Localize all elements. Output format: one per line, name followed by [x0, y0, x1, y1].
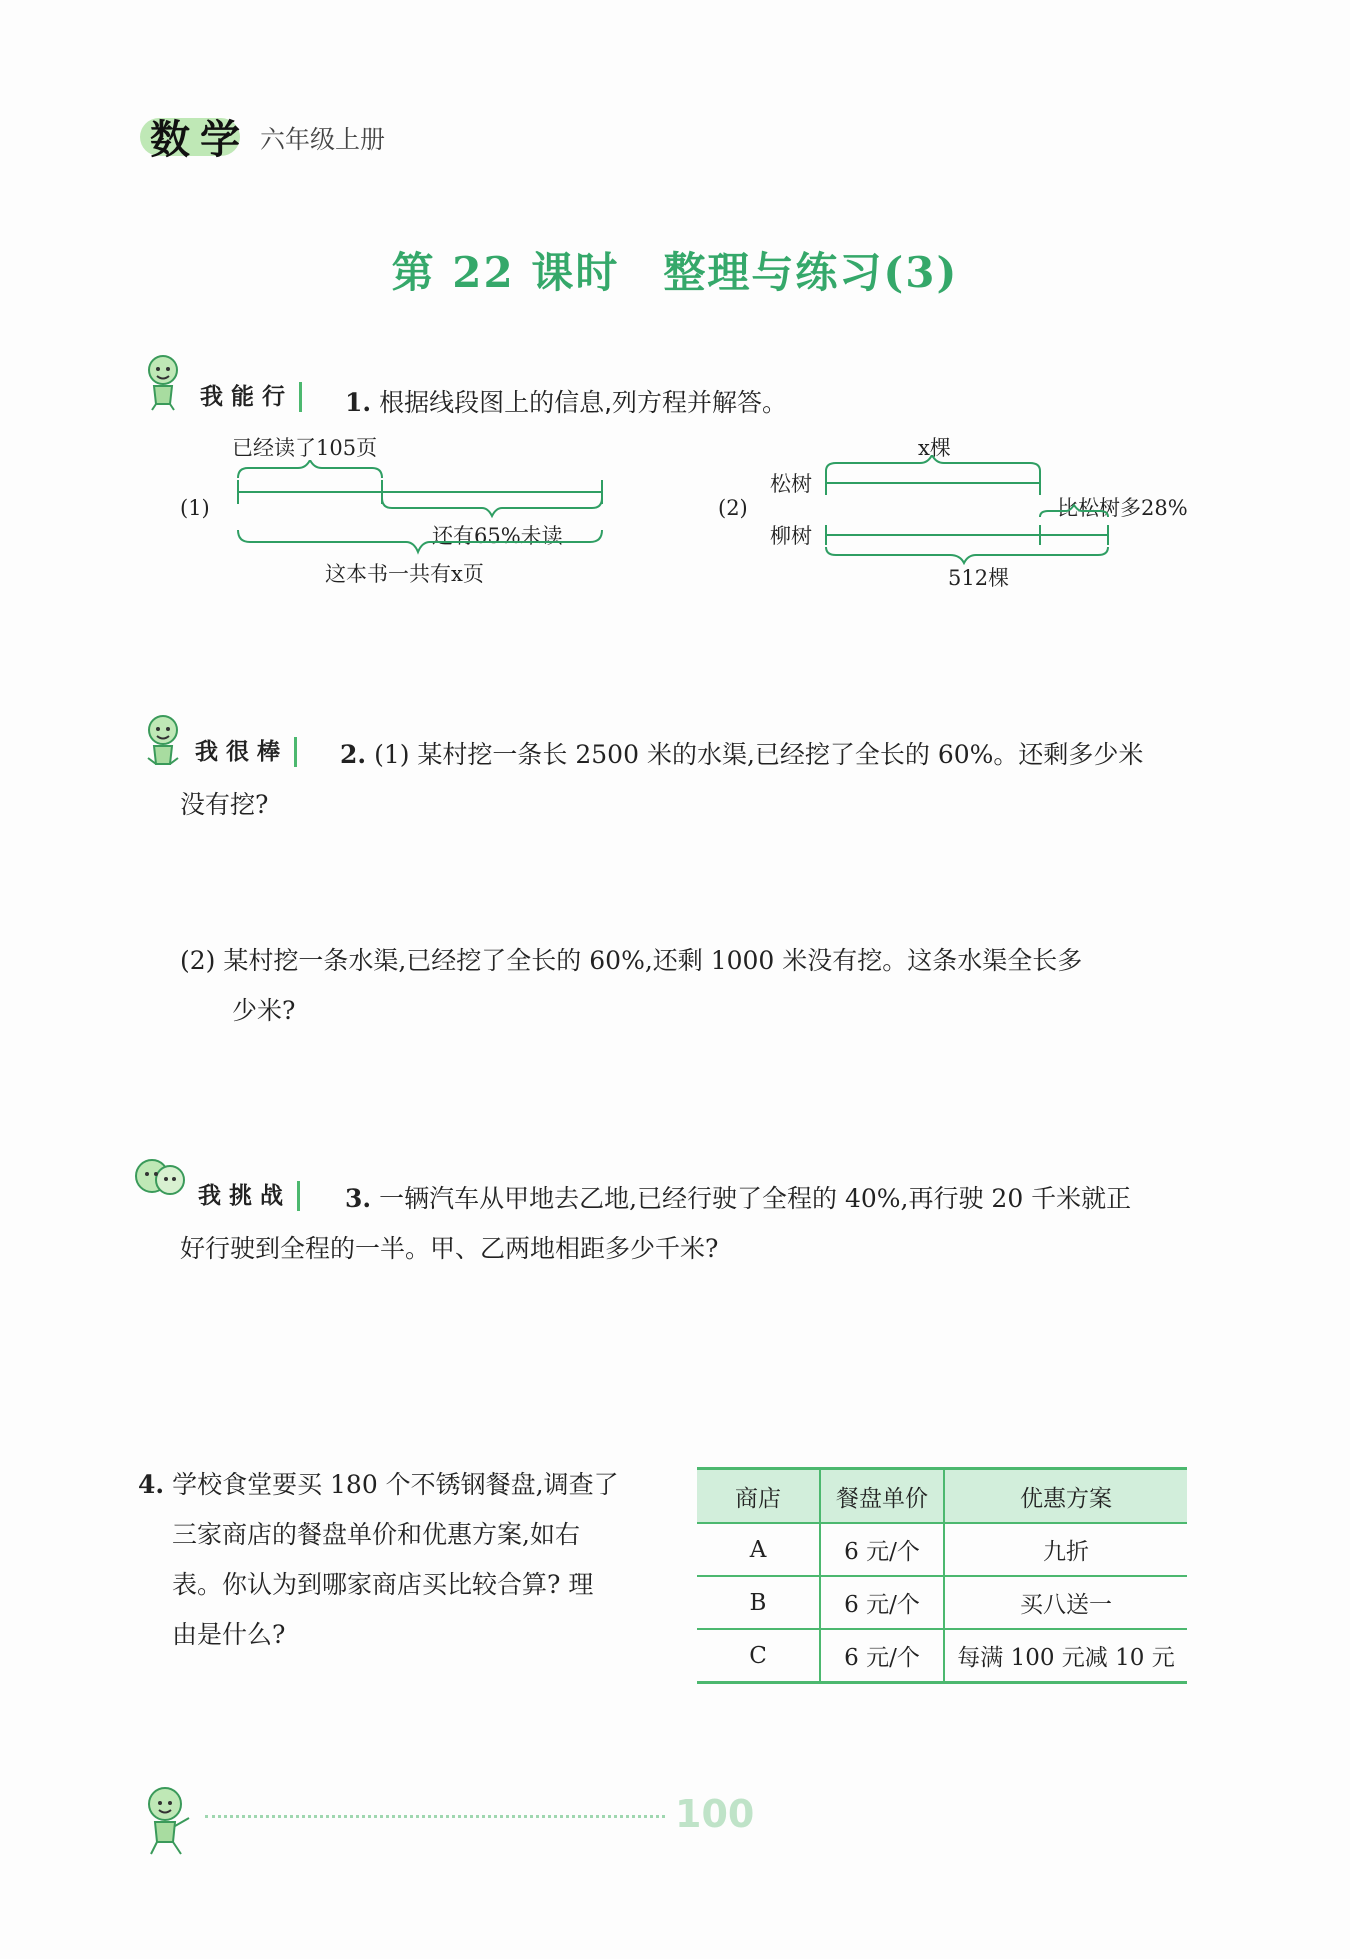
mascot-icon [140, 712, 186, 772]
section-badge-1: 我能行 [200, 382, 302, 412]
diagram-2-total: 512棵 [948, 566, 1010, 590]
diagram-2-segment [820, 455, 1120, 565]
table-cell: 6 元/个 [820, 1576, 944, 1629]
question-2-part1-cont: 没有挖? [180, 790, 269, 819]
question-2 [340, 730, 1143, 780]
question-3-number: 3. [345, 1184, 372, 1213]
table-cell: 6 元/个 [820, 1523, 944, 1576]
table-cell: 6 元/个 [820, 1629, 944, 1683]
footer-mascot-icon [135, 1782, 205, 1858]
diagram-1-read: 已经读了105页 [232, 436, 378, 460]
question-2-part2-cont: 少米? [232, 996, 296, 1025]
table-cell: A [697, 1523, 820, 1576]
question-2-part1: (1) 某村挖一条长 2500 米的水渠,已经挖了全长的 60%。还剩多少米 [374, 740, 1144, 769]
section-badge-2: 我很棒 [195, 737, 297, 767]
question-4-text-1: 学校食堂要买 180 个不锈钢餐盘,调查了 [172, 1470, 619, 1499]
diagram-2-pine: 松树 [770, 472, 812, 496]
shop-table [697, 1467, 1187, 1684]
table-cell: B [697, 1576, 820, 1629]
table-row [697, 1629, 1187, 1683]
table-cell: 买八送一 [944, 1576, 1187, 1629]
table-header-row [697, 1469, 1187, 1524]
footer-divider [205, 1815, 665, 1818]
question-4-line-2: 三家商店的餐盘单价和优惠方案,如右 [172, 1520, 580, 1549]
diagram-2-willow: 柳树 [770, 524, 812, 548]
diagram-1-segment [230, 460, 610, 560]
mascot-pair-icon [130, 1150, 190, 1210]
table-header-shop: 商店 [697, 1469, 820, 1524]
table-cell: 九折 [944, 1523, 1187, 1576]
table-row [697, 1576, 1187, 1629]
question-3-line1: 一辆汽车从甲地去乙地,已经行驶了全程的 40%,再行驶 20 千米就正 [379, 1184, 1132, 1213]
question-4 [138, 1460, 698, 1660]
diagram-2-more: 比松树多28% [1057, 496, 1188, 520]
diagram-1-label: (1) [180, 496, 210, 520]
table-row [697, 1523, 1187, 1576]
page-title: 第 22 课时 整理与练习(3) [391, 248, 959, 297]
table-cell: 每满 100 元减 10 元 [944, 1629, 1187, 1683]
diagram-1-unread: 还有65%未读 [432, 524, 563, 548]
diagram-1-total: 这本书一共有x页 [325, 562, 484, 586]
table-header-price: 餐盘单价 [820, 1469, 944, 1524]
question-4-line-1 [138, 1460, 698, 1510]
section-badge-3: 我挑战 [198, 1181, 300, 1211]
table-header-offer: 优惠方案 [944, 1469, 1187, 1524]
grade-label: 六年级上册 [260, 125, 386, 154]
question-2-part2: (2) 某村挖一条水渠,已经挖了全长的 60%,还剩 1000 米没有挖。这条水渠全长多 [180, 946, 1083, 975]
question-4-line-4: 由是什么? [172, 1620, 286, 1649]
question-3-line2: 好行驶到全程的一半。甲、乙两地相距多少千米? [180, 1234, 719, 1263]
question-3 [345, 1174, 1131, 1224]
diagram-2-label: (2) [718, 496, 748, 520]
mascot-icon [140, 352, 186, 412]
question-1-text: 根据线段图上的信息,列方程并解答。 [379, 388, 788, 417]
subject-label: 数学 [150, 117, 250, 163]
question-4-line-3: 表。你认为到哪家商店买比较合算? 理 [172, 1570, 594, 1599]
question-1-number: 1. [345, 388, 372, 417]
question-1 [345, 378, 787, 428]
table-cell: C [697, 1629, 820, 1683]
page-number: 100 [675, 1792, 755, 1836]
question-2-number: 2. [340, 740, 367, 769]
question-4-number: 4. [138, 1470, 165, 1499]
diagram-2-x: x棵 [918, 436, 951, 460]
